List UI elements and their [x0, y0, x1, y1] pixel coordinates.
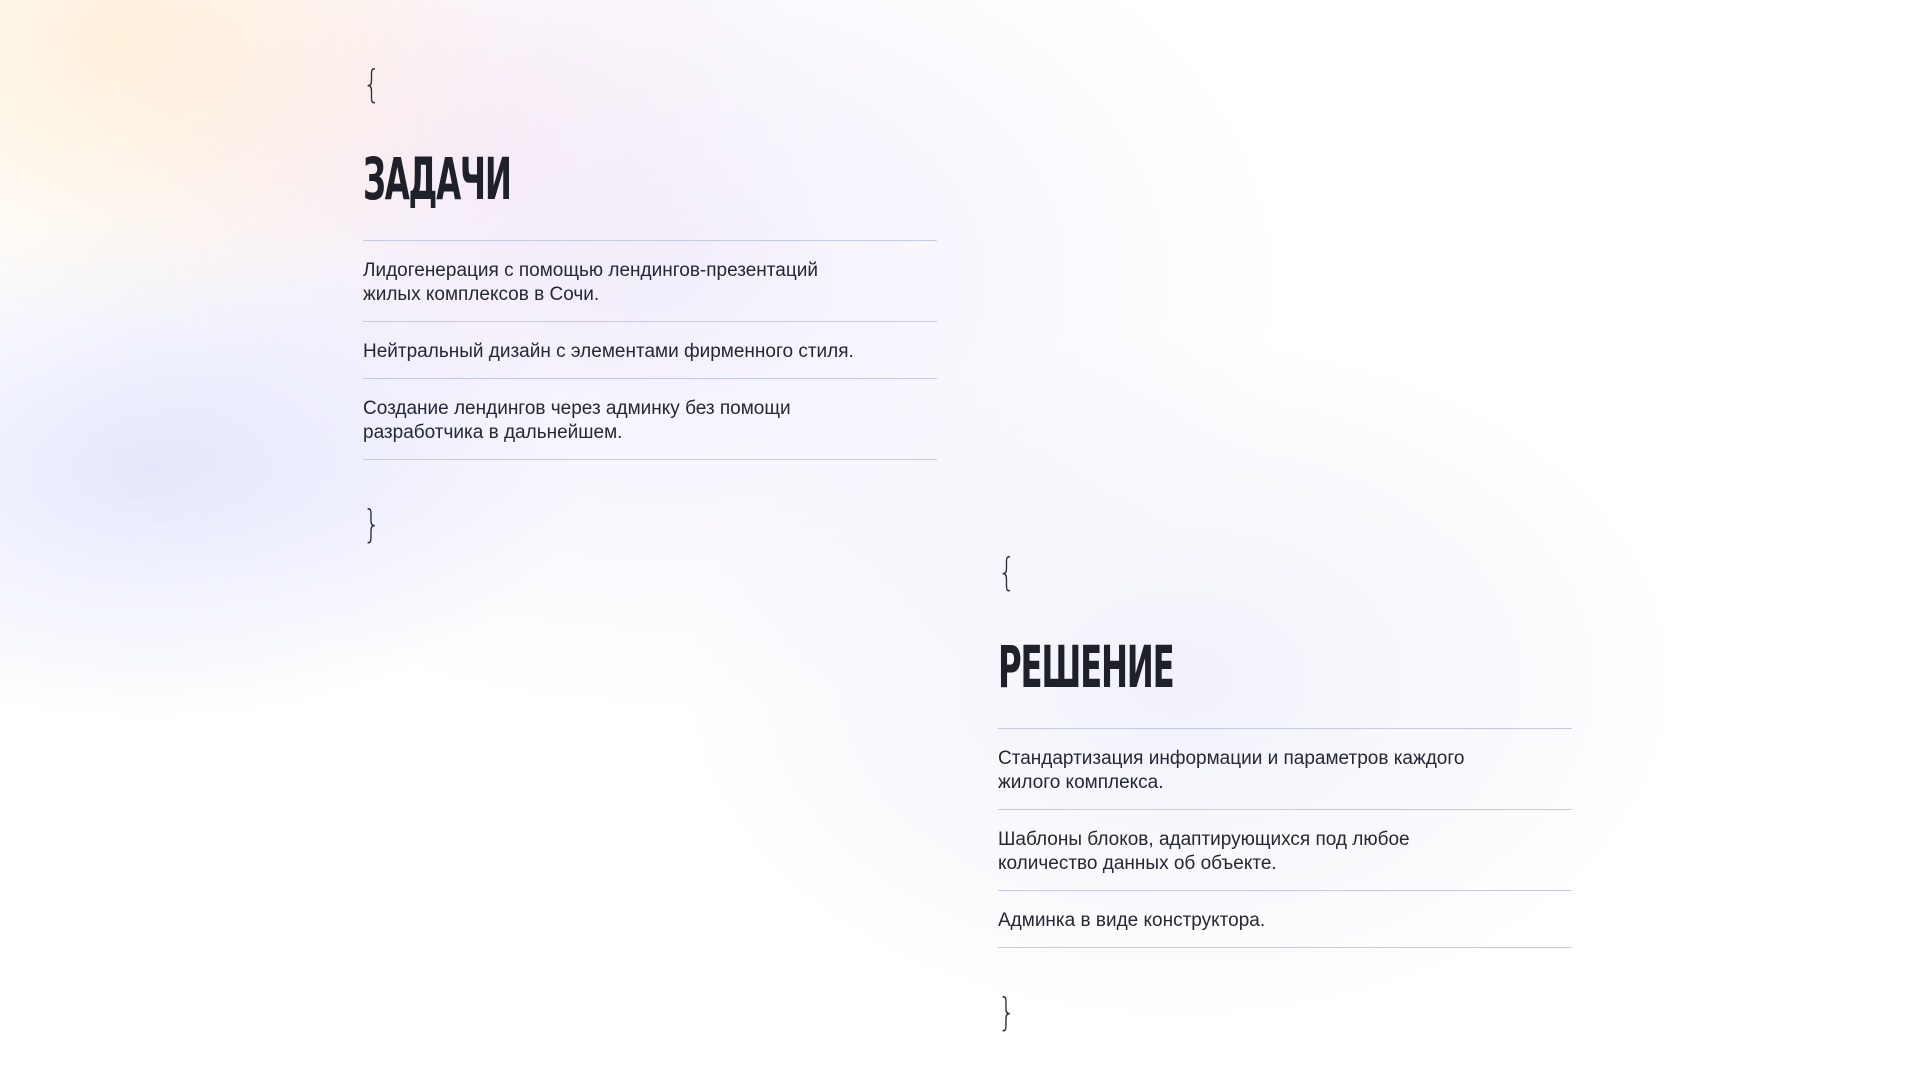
- solution-section: [998, 550, 1572, 1034]
- closing-brace: }: [998, 990, 1016, 1034]
- list-item: Админка в виде конструктора.: [998, 891, 1572, 948]
- solution-list: [998, 728, 1572, 948]
- tasks-list: [363, 240, 937, 460]
- tasks-section: [363, 62, 937, 546]
- solution-title: РЕШЕНИЕ: [998, 633, 1174, 701]
- list-item: Стандартизация информации и параметров каждого жилого комплекса.: [998, 729, 1572, 810]
- closing-brace: }: [363, 502, 381, 546]
- list-item: Создание лендингов через админку без помощи разработчика в дальнейшем.: [363, 379, 937, 460]
- list-item: Нейтральный дизайн с элементами фирменного стиля.: [363, 322, 937, 379]
- opening-brace: {: [998, 550, 1016, 594]
- tasks-title: ЗАДАЧИ: [363, 145, 511, 213]
- list-item: Шаблоны блоков, адаптирующихся под любое количество данных об объекте.: [998, 810, 1572, 891]
- list-item: Лидогенерация с помощью лендингов-презентаций жилых комплексов в Сочи.: [363, 241, 937, 322]
- opening-brace: {: [363, 62, 381, 106]
